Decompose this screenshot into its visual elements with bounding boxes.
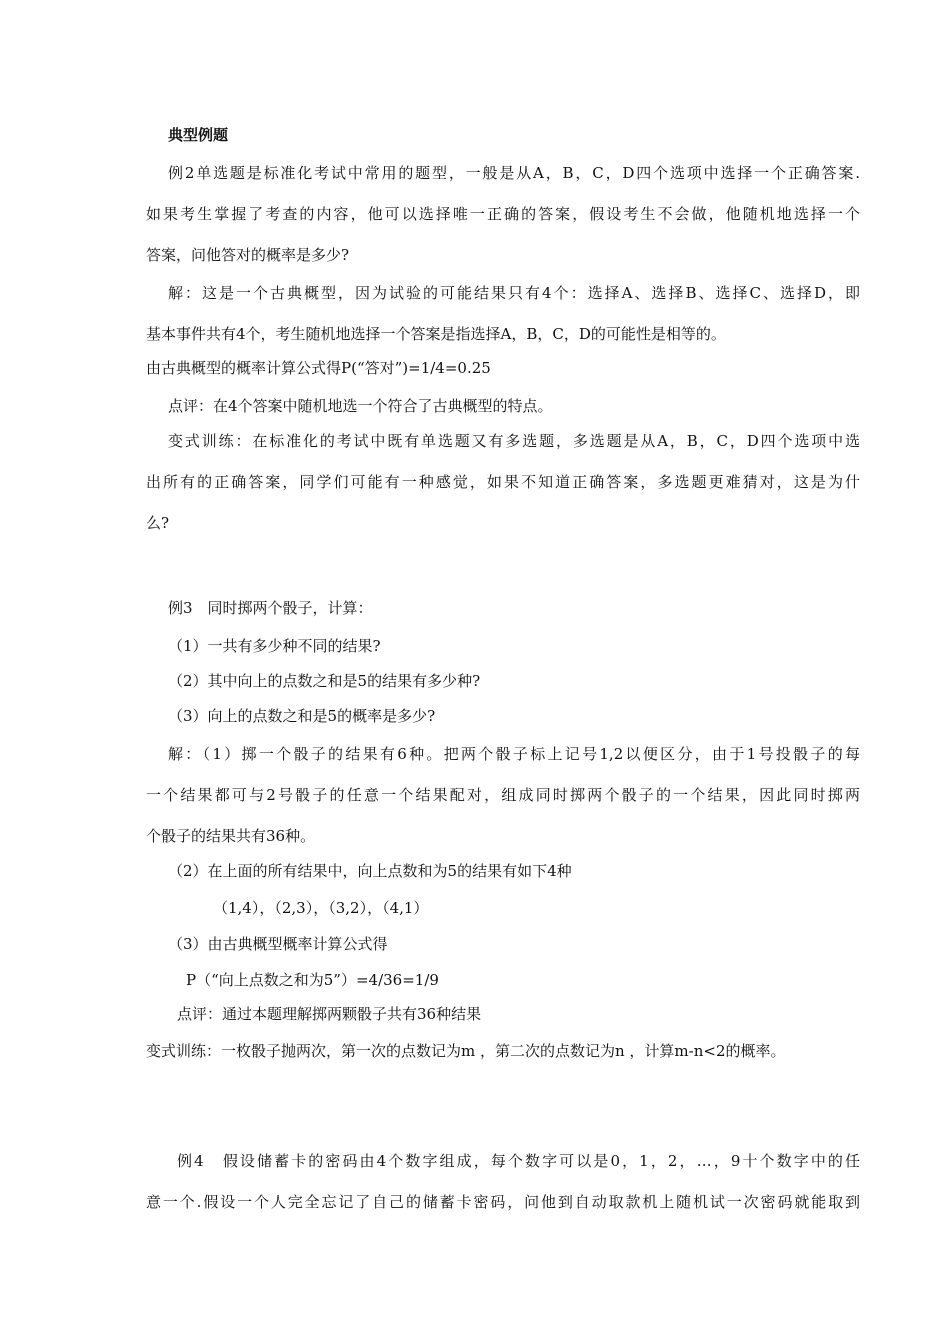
example4-line1: 例4 假设储蓄卡的密码由4个数字组成，每个数字可以是0，1，2，…，9十个数字中的任 bbox=[177, 1152, 860, 1170]
example3-solution-line4: （2）在上面的所有结果中，向上点数和为5的结果有如下4种 bbox=[168, 862, 572, 880]
example3-solution-line3: 个骰子的结果共有36种。 bbox=[146, 827, 316, 845]
example3-title: 例3 同时掷两个骰子，计算： bbox=[168, 599, 373, 617]
example3-solution-line2: 一个结果都可与2号骰子的任意一个结果配对，组成同时掷两个骰子的一个结果，因此同时掷两 bbox=[146, 786, 860, 804]
example3-question3: （3）向上的点数之和是5的概率是多少? bbox=[168, 707, 436, 725]
example3-comment: 点评：通过本题理解掷两颗骰子共有36种结果 bbox=[177, 1005, 482, 1023]
section-title: 典型例题 bbox=[168, 126, 229, 144]
example2-line1: 例2单选题是标准化考试中常用的题型，一般是从A，B，C，D四个选项中选择一个正确答案. bbox=[168, 164, 860, 182]
example3-question2: （2）其中向上的点数之和是5的结果有多少种? bbox=[168, 672, 481, 690]
example2-line3: 答案，问他答对的概率是多少? bbox=[146, 246, 350, 264]
example4-line2: 意一个.假设一个人完全忘记了自己的储蓄卡密码，问他到自动取款机上随机试一次密码就能取到 bbox=[146, 1193, 860, 1211]
example2-solution-line1: 解：这是一个古典概型，因为试验的可能结果只有4个：选择A、选择B、选择C、选择D，即 bbox=[168, 284, 860, 302]
example3-solution-line1: 解：（1）掷一个骰子的结果有6种。把两个骰子标上记号1,2以便区分，由于1号投骰子的每 bbox=[168, 745, 860, 763]
example2-solution-line2: 基本事件共有4个，考生随机地选择一个答案是指选择A，B，C，D的可能性是相等的。 bbox=[146, 325, 726, 343]
example2-variant-line1: 变式训练：在标准化的考试中既有单选题又有多选题，多选题是从A，B，C，D四个选项中选 bbox=[168, 432, 860, 450]
example2-solution-line3: 由古典概型的概率计算公式得P(“答对”)=1/4=0.25 bbox=[146, 359, 491, 377]
example3-formula: P（“向上点数之和为5”）=4/36=1/9 bbox=[186, 971, 439, 989]
example2-line2: 如果考生掌握了考查的内容，他可以选择唯一正确的答案，假设考生不会做，他随机地选择一个 bbox=[146, 205, 860, 223]
example2-variant-line2: 出所有的正确答案，同学们可能有一种感觉，如果不知道正确答案，多选题更难猜对，这是为什 bbox=[146, 473, 860, 491]
example3-result-pairs: （1,4），（2,3），（3,2），（4,1） bbox=[213, 899, 429, 917]
example2-comment: 点评：在4个答案中随机地选一个符合了古典概型的特点。 bbox=[168, 397, 553, 415]
example3-question1: （1）一共有多少种不同的结果? bbox=[168, 637, 381, 655]
example3-solution-line5: （3）由古典概型概率计算公式得 bbox=[168, 935, 388, 953]
example3-variant: 变式训练：一枚骰子抛两次，第一次的点数记为m ，第二次的点数记为n ，计算m-n<2的概率。 bbox=[146, 1042, 786, 1060]
example2-variant-line3: 么? bbox=[146, 514, 170, 532]
